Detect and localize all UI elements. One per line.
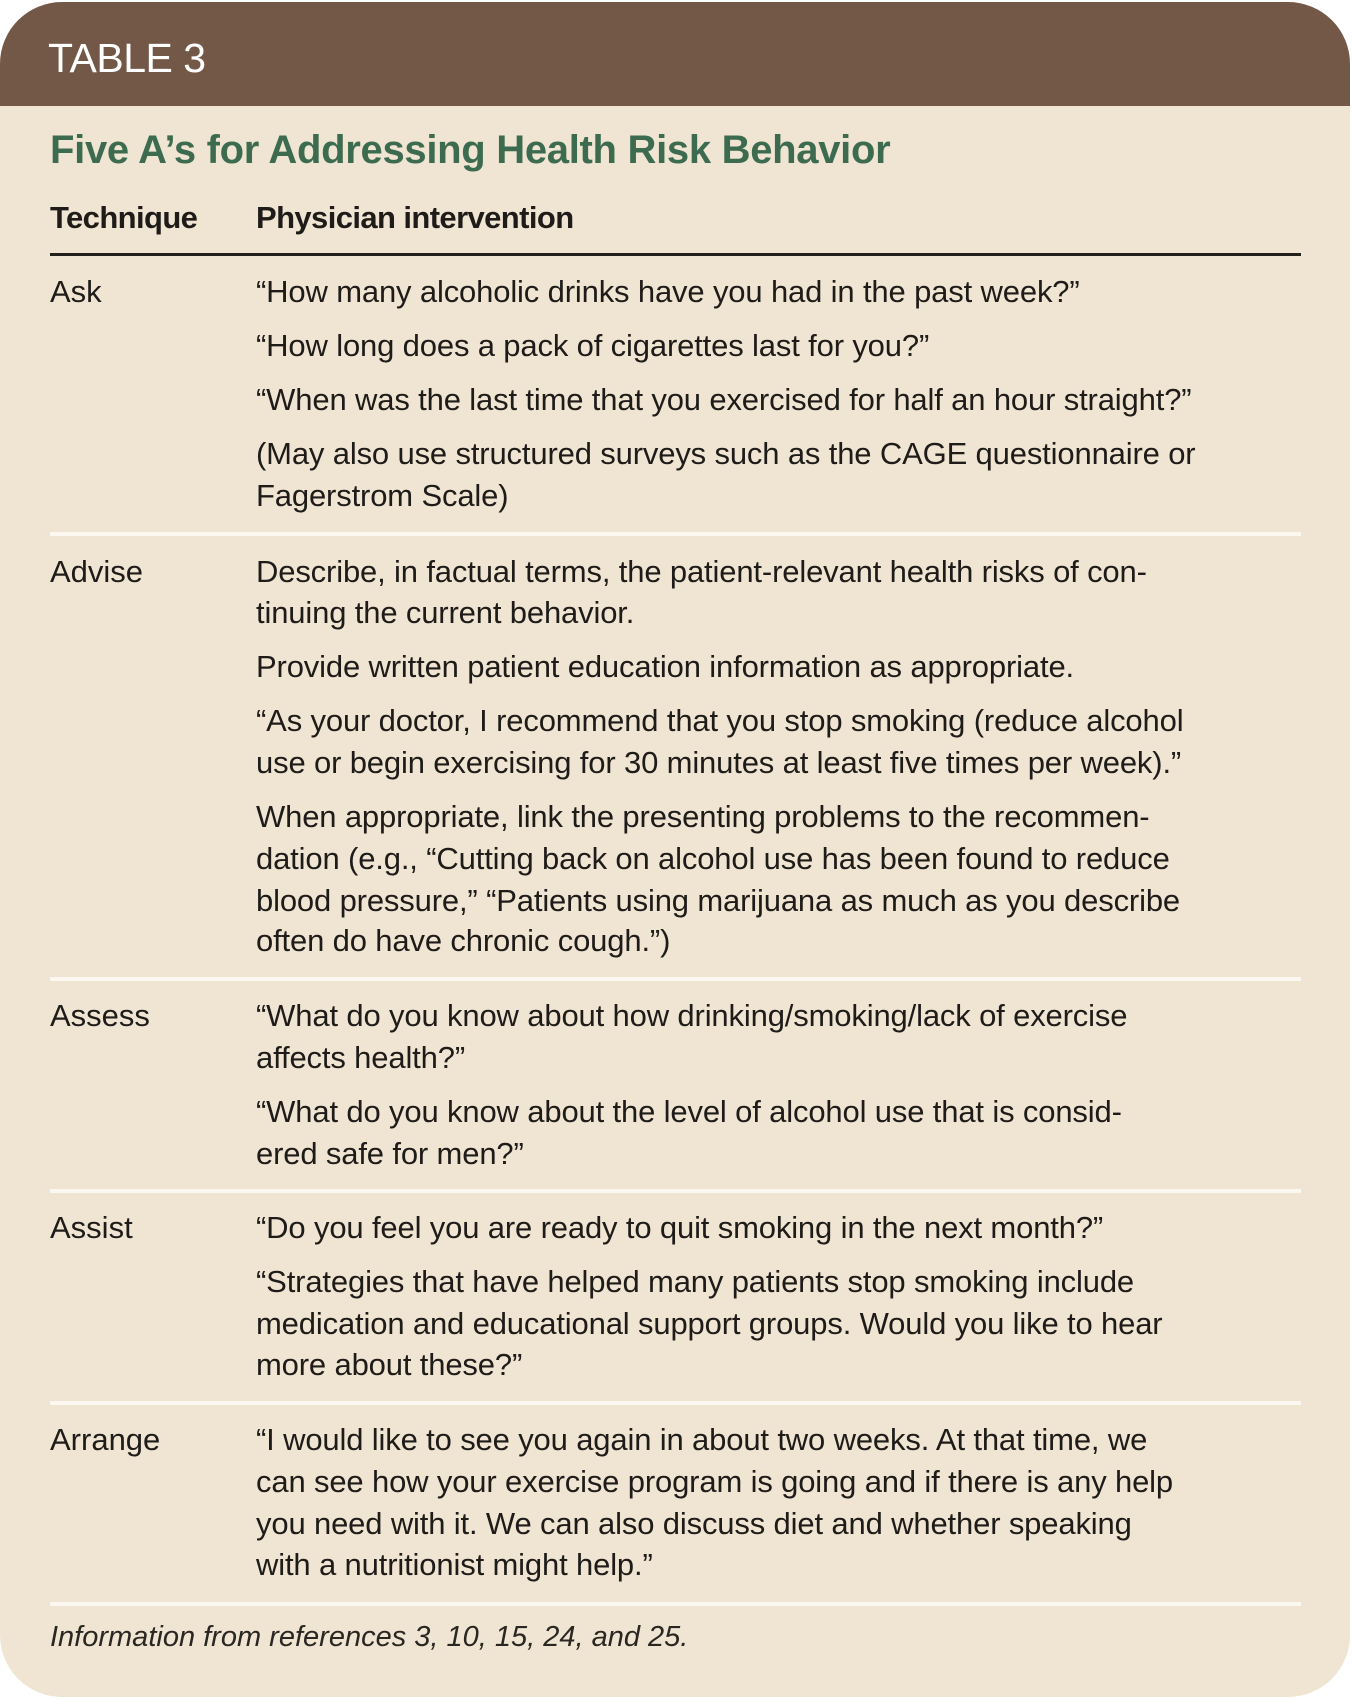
table-number-label: TABLE 3 <box>48 35 206 81</box>
intervention-line: often do have chronic cough.”) <box>256 923 671 958</box>
intervention-line: Provide written patient education information as appropriate. <box>256 649 1074 684</box>
column-header-technique: Technique <box>50 200 198 235</box>
technique-cell: Ask <box>50 274 102 309</box>
table-card <box>0 2 1350 1697</box>
table-title: Five A’s for Addressing Health Risk Behavior <box>50 128 891 172</box>
intervention-line: Fagerstrom Scale) <box>256 478 509 513</box>
technique-cell: Arrange <box>50 1422 161 1457</box>
intervention-line: “What do you know about how drinking/smoking/lack of exercise <box>256 998 1128 1033</box>
technique-cell: Assist <box>50 1210 133 1245</box>
header-rule <box>50 253 1301 256</box>
intervention-line: medication and educational support groups. Would you like to hear <box>256 1306 1163 1341</box>
row-separator <box>50 1189 1301 1193</box>
intervention-line: “How long does a pack of cigarettes last for you?” <box>256 328 930 363</box>
intervention-line: can see how your exercise program is going and if there is any help <box>256 1464 1174 1499</box>
intervention-line: more about these?” <box>256 1347 523 1382</box>
intervention-line: “As your doctor, I recommend that you stop smoking (reduce alcohol <box>256 703 1184 738</box>
row-separator <box>50 532 1301 536</box>
intervention-line: ered safe for men?” <box>256 1136 524 1171</box>
intervention-line: use or begin exercising for 30 minutes at least five times per week).” <box>256 745 1182 780</box>
technique-cell: Advise <box>50 554 144 589</box>
row-separator <box>50 977 1301 981</box>
intervention-line: “Do you feel you are ready to quit smoking in the next month?” <box>256 1210 1104 1245</box>
intervention-line: “When was the last time that you exercised for half an hour straight?” <box>256 382 1192 417</box>
table-header-band <box>0 2 1350 106</box>
intervention-line: blood pressure,” “Patients using marijuana as much as you describe <box>256 883 1181 918</box>
intervention-line: affects health?” <box>256 1040 465 1075</box>
row-separator <box>50 1401 1301 1405</box>
row-separator <box>50 1602 1301 1606</box>
table-footnote: Information from references 3, 10, 15, 24, and 25. <box>50 1621 689 1653</box>
intervention-line: “What do you know about the level of alcohol use that is consid- <box>256 1094 1122 1129</box>
intervention-line: Describe, in factual terms, the patient-relevant health risks of con- <box>256 554 1147 589</box>
intervention-line: “How many alcoholic drinks have you had in the past week?” <box>256 274 1080 309</box>
column-header-intervention: Physician intervention <box>256 200 574 235</box>
intervention-line: (May also use structured surveys such as the CAGE questionnaire or <box>256 436 1196 471</box>
intervention-line: “Strategies that have helped many patients stop smoking include <box>256 1264 1135 1299</box>
intervention-line: tinuing the current behavior. <box>256 595 635 630</box>
intervention-line: with a nutritionist might help.” <box>256 1547 653 1582</box>
technique-cell: Assess <box>50 998 150 1033</box>
intervention-line: When appropriate, link the presenting problems to the recommen- <box>256 799 1150 834</box>
intervention-line: “I would like to see you again in about two weeks. At that time, we <box>256 1422 1148 1457</box>
intervention-line: you need with it. We can also discuss diet and whether speaking <box>256 1506 1132 1541</box>
intervention-line: dation (e.g., “Cutting back on alcohol use has been found to reduce <box>256 841 1170 876</box>
